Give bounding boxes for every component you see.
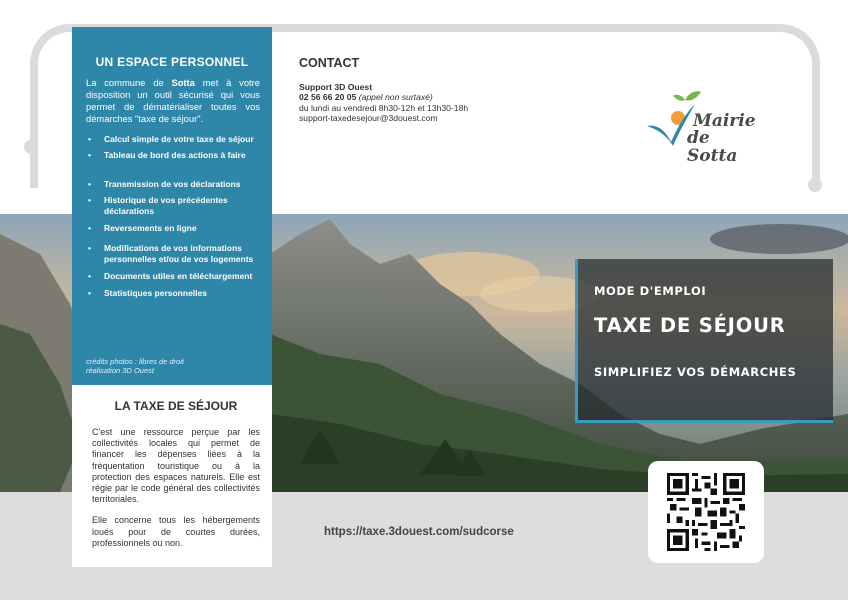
qr-code-card — [648, 461, 764, 563]
feature-item: • Transmission de vos déclarations — [86, 179, 260, 190]
intro-text-end: met à votre disposition un outil sécurisé qui vous permet de dématérialiser toutes vos démarches "taxe de séjour". — [86, 77, 260, 124]
feature-item: • Tableau de bord des actions à faire — [86, 150, 260, 161]
feature-item: • Documents utiles en téléchargement — [86, 271, 260, 282]
qr-code-icon[interactable] — [667, 472, 745, 552]
tax-info-panel — [72, 385, 272, 567]
credits-line: crédits photos : libres de droit — [86, 357, 184, 366]
logo-text-line1: Mairie — [693, 111, 756, 131]
feature-item: • Statistiques personnelles — [86, 288, 260, 299]
instructions-title: TAXE DE SÉJOUR — [594, 314, 786, 337]
phone-note: (appel non surtaxé) — [356, 92, 433, 103]
frame-dot-left — [24, 140, 38, 154]
frame-dot-right — [808, 178, 822, 192]
personal-space-title: UN ESPACE PERSONNEL — [95, 55, 249, 69]
feature-item: • Calcul simple de votre taxe de séjour — [86, 134, 260, 145]
left-column — [72, 27, 272, 567]
tax-info-paragraph: Elle concerne tous les hébergements loués pour de courtes durées, professionnels ou non. — [92, 515, 260, 548]
personal-space-intro — [86, 77, 260, 125]
website-url[interactable]: https://taxe.3douest.com/sudcorse — [324, 526, 514, 538]
tax-info-title: LA TAXE DE SÉJOUR — [114, 399, 238, 413]
tax-info-paragraph: C'est une ressource perçue par les collectivités locales qui permet de financer les dépenses liées à la fréquentation touristique ou à la protection des espaces naturels. Elle est régie par le code général des collectivités territoriales. — [92, 427, 260, 505]
phone-line — [299, 92, 468, 102]
feature-item: • Historique de vos précédentes déclarations — [86, 195, 260, 217]
phone-number[interactable]: 02 56 66 20 05 — [299, 92, 357, 103]
photo-credits — [86, 357, 184, 375]
contact-title: CONTACT — [299, 56, 360, 70]
feature-item: • Modifications de vos informations personnelles et/ou de vos logements — [86, 243, 260, 265]
personal-space-panel — [72, 27, 272, 385]
support-email[interactable]: support-taxedesejour@3douest.com — [299, 113, 438, 124]
intro-text-start: La commune de — [86, 77, 172, 88]
instructions-box — [575, 259, 833, 423]
logo-text-line2: de Sotta — [687, 128, 738, 166]
intro-commune-name: Sotta — [171, 77, 195, 88]
feature-item: • Reversements en ligne — [86, 223, 260, 234]
feature-list — [86, 134, 260, 299]
support-name: Support 3D Ouest — [299, 82, 373, 92]
credits-line: réalisation 3D Ouest — [86, 366, 154, 375]
instructions-label: MODE D'EMPLOI — [594, 284, 707, 298]
instructions-subtitle: SIMPLIFIEZ VOS DÉMARCHES — [594, 365, 797, 379]
mairie-logo — [645, 88, 765, 166]
support-hours: du lundi au vendredi 8h30-12h et 13h30-18h — [299, 102, 469, 113]
contact-details — [299, 82, 468, 124]
